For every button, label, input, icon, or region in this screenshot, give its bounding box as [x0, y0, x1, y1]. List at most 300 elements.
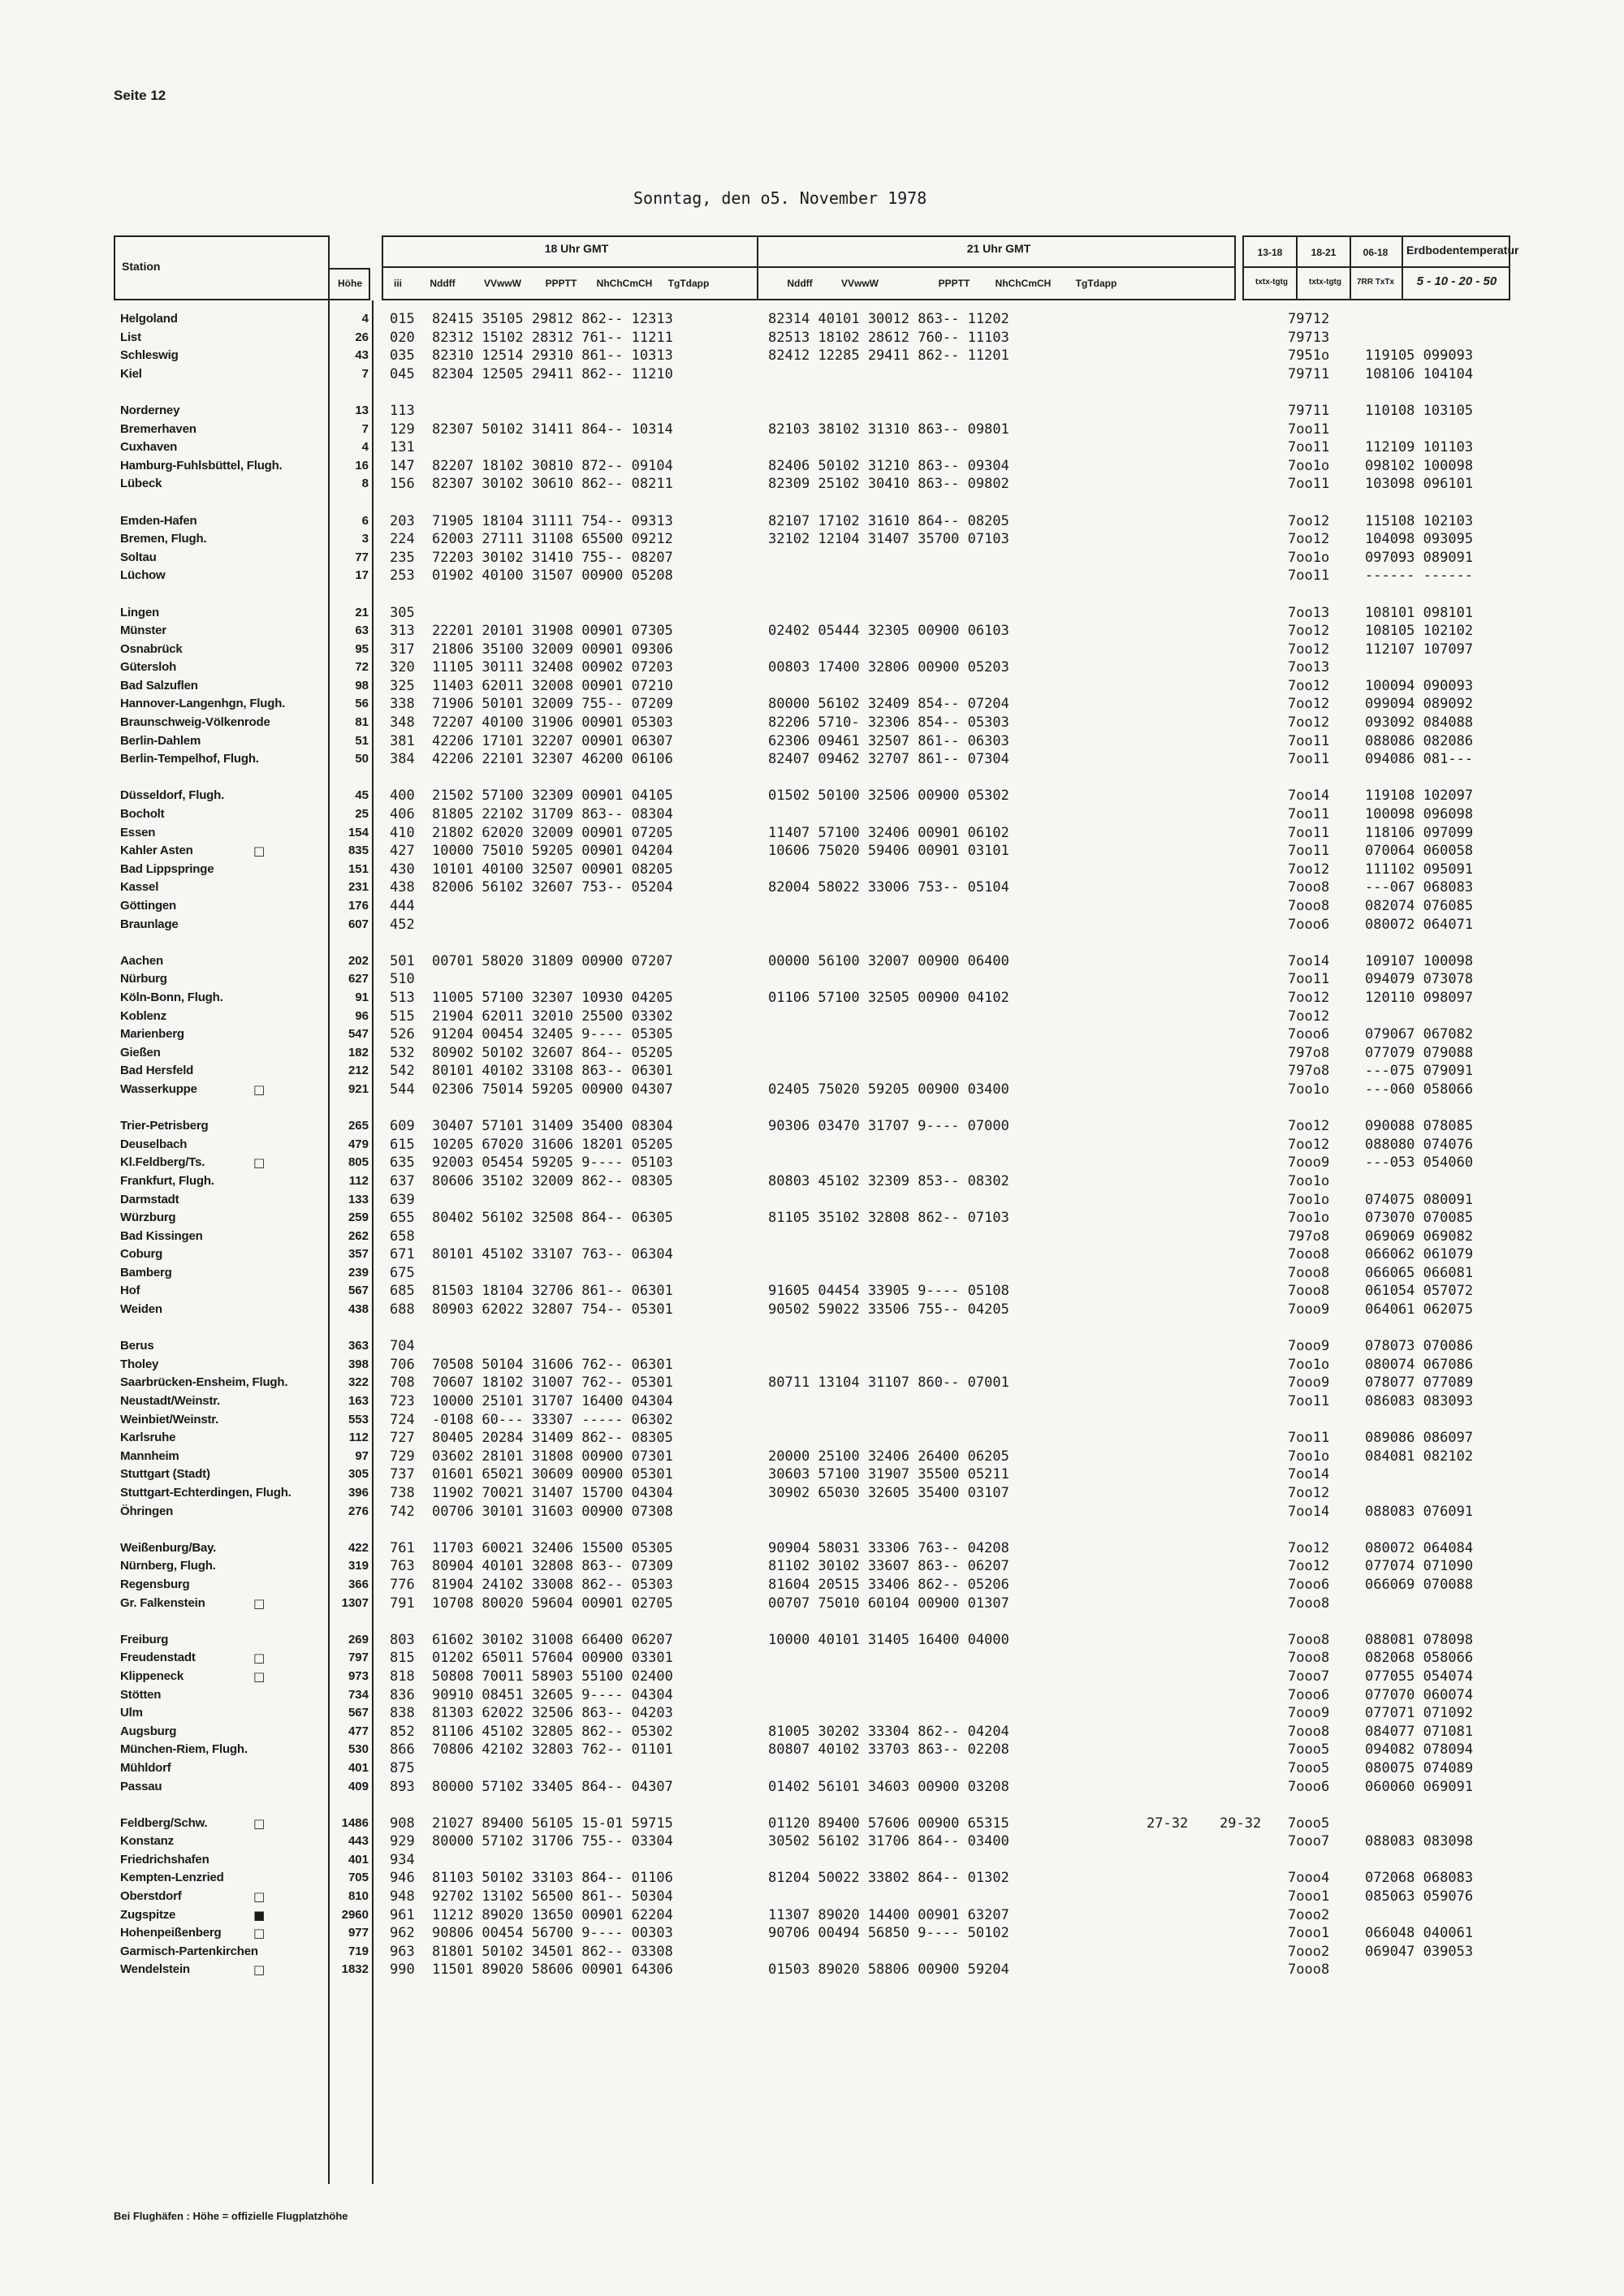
- cell-d18: 92702 13102 56500 861-- 50304: [432, 1888, 673, 1905]
- cell-name: Darmstadt: [120, 1192, 179, 1206]
- station-row: [114, 1356, 1510, 1375]
- cell-name: Cuxhaven: [120, 440, 178, 455]
- row-spacer: [114, 383, 1510, 402]
- cell-cd: 7ooo8: [1288, 1246, 1330, 1263]
- cell-d21: 20000 25100 32406 26400 06205: [768, 1448, 1009, 1465]
- cell-h: 977: [348, 1926, 369, 1940]
- cell-cd: 7ooo7: [1288, 1668, 1330, 1685]
- cell-ii: 723: [390, 1393, 415, 1410]
- cell-name: Norderney: [120, 403, 180, 417]
- station-row: [114, 1081, 1510, 1099]
- cell-cd: 7ooo2: [1288, 1906, 1330, 1923]
- cell-h: 810: [348, 1889, 369, 1904]
- cell-ii: 688: [390, 1301, 415, 1318]
- station-row: [114, 641, 1510, 659]
- cell-name: Bremerhaven: [120, 421, 197, 436]
- header-erdboden: Erdbodentemperatur: [1406, 244, 1519, 257]
- cell-et: 078073 070086: [1365, 1338, 1474, 1355]
- station-row: [114, 878, 1510, 897]
- header-21-col-1: Nddff: [787, 278, 813, 289]
- cell-name: Freiburg: [120, 1632, 169, 1646]
- cell-cd: 7ooo7: [1288, 1833, 1330, 1850]
- cell-d21: 82412 12285 29411 862-- 11201: [768, 347, 1009, 365]
- cell-d18: 30407 57101 31409 35400 08304: [432, 1118, 673, 1135]
- cell-ii: 929: [390, 1833, 415, 1850]
- cell-ii: 655: [390, 1210, 415, 1227]
- header-18-col-2: VVwwW: [483, 278, 521, 289]
- station-row: [114, 897, 1510, 916]
- cell-et: 089086 086097: [1365, 1430, 1474, 1447]
- cell-ii: 224: [390, 531, 415, 548]
- cell-name: Berlin-Tempelhof, Flugh.: [120, 752, 259, 766]
- cell-cd: 7ooo6: [1288, 1686, 1330, 1703]
- cell-ii: 526: [390, 1026, 415, 1043]
- cell-cd: 7oo12: [1288, 1539, 1330, 1556]
- cell-d18: 80402 56102 32508 864-- 06305: [432, 1210, 673, 1227]
- cell-name: Berus: [120, 1339, 154, 1353]
- cell-d18: 70806 42102 32803 762-- 01101: [432, 1741, 673, 1759]
- cell-ii: 156: [390, 476, 415, 493]
- cell-cd: 79711: [1288, 402, 1330, 419]
- station-row: [114, 567, 1510, 585]
- row-spacer: [114, 1612, 1510, 1631]
- cell-et: 077070 060074: [1365, 1686, 1474, 1703]
- cell-h: 479: [348, 1137, 369, 1151]
- cell-et: 069047 039053: [1365, 1943, 1474, 1960]
- cell-ii: 671: [390, 1246, 415, 1263]
- station-row: [114, 402, 1510, 421]
- cell-cd: 7oo13: [1288, 604, 1330, 621]
- cell-h: 97: [355, 1448, 369, 1463]
- cell-cd: 7oo12: [1288, 1136, 1330, 1153]
- cell-ii: 948: [390, 1888, 415, 1905]
- cell-et: 088081 078098: [1365, 1631, 1474, 1648]
- cell-ii: 704: [390, 1338, 415, 1355]
- cell-cd: 79711: [1288, 365, 1330, 382]
- cell-d21: 11407 57100 32406 00901 06102: [768, 824, 1009, 841]
- cell-d21: 00803 17400 32806 00900 05203: [768, 659, 1009, 676]
- cell-d21: 90904 58031 33306 763-- 04208: [768, 1539, 1009, 1556]
- cell-d18: 82307 50102 31411 864-- 10314: [432, 421, 673, 438]
- station-row: [114, 1484, 1510, 1503]
- cell-h: 553: [348, 1412, 369, 1426]
- row-spacer: [114, 1319, 1510, 1338]
- cell-d21: 81005 30202 33304 862-- 04204: [768, 1723, 1009, 1740]
- station-row: [114, 1869, 1510, 1888]
- cell-name: Gr. Falkenstein: [120, 1595, 205, 1610]
- cell-h: 607: [348, 917, 369, 931]
- station-row: [114, 1943, 1510, 1962]
- station-row: [114, 1465, 1510, 1484]
- cell-d18: 01202 65011 57604 00900 03301: [432, 1650, 673, 1667]
- cell-name: Kahler Asten: [120, 844, 193, 858]
- cell-cd: 7ooo8: [1288, 879, 1330, 896]
- cell-name: Wendelstein: [120, 1962, 190, 1977]
- cell-cd: 7oo12: [1288, 696, 1330, 713]
- cell-ii: 962: [390, 1925, 415, 1942]
- station-row: [114, 549, 1510, 568]
- cell-box: □: [253, 1889, 266, 1905]
- cell-name: Gießen: [120, 1045, 161, 1060]
- cell-h: 438: [348, 1302, 369, 1317]
- station-row: [114, 1264, 1510, 1283]
- cell-et: 074075 080091: [1365, 1191, 1474, 1208]
- cell-d18: 62003 27111 31108 65500 09212: [432, 531, 673, 548]
- cell-d21: 82309 25102 30410 863-- 09802: [768, 476, 1009, 493]
- cell-ii: 946: [390, 1870, 415, 1887]
- cell-h: 973: [348, 1668, 369, 1683]
- cell-et: 112109 101103: [1365, 439, 1474, 456]
- cell-d21: 82004 58022 33006 753-- 05104: [768, 879, 1009, 896]
- cell-cd: 7951o: [1288, 347, 1330, 365]
- cell-et: 088083 076091: [1365, 1503, 1474, 1520]
- cell-cd: 7oo12: [1288, 677, 1330, 694]
- station-row: [114, 1832, 1510, 1851]
- cell-name: Lingen: [120, 605, 159, 619]
- cell-ii: 501: [390, 952, 415, 969]
- cell-h: 98: [355, 678, 369, 693]
- station-row: [114, 1282, 1510, 1301]
- cell-h: 305: [348, 1467, 369, 1482]
- cell-h: 50: [355, 752, 369, 766]
- station-row: [114, 310, 1510, 329]
- cell-name: Bad Kissingen: [120, 1228, 203, 1243]
- cell-et: 097093 089091: [1365, 549, 1474, 566]
- cell-ii: 706: [390, 1356, 415, 1373]
- cell-d18: 50808 70011 58903 55100 02400: [432, 1668, 673, 1685]
- cell-et: 094086 081---: [1365, 751, 1474, 768]
- data-table: [114, 235, 1519, 2184]
- cell-ii: 791: [390, 1595, 415, 1612]
- cell-h: 805: [348, 1155, 369, 1170]
- cell-ii: 325: [390, 677, 415, 694]
- cell-h: 95: [355, 641, 369, 656]
- cell-ii: 020: [390, 329, 415, 346]
- cell-h: 401: [348, 1760, 369, 1775]
- footnote: Bei Flughäfen : Höhe = offizielle Flugplatzhöhe: [114, 2210, 348, 2222]
- cell-d21: 10606 75020 59406 00901 03101: [768, 843, 1009, 860]
- cell-name: Frankfurt, Flugh.: [120, 1173, 214, 1188]
- cell-et: 073070 070085: [1365, 1210, 1474, 1227]
- cell-h: 567: [348, 1284, 369, 1298]
- cell-d18: 10708 80020 59604 00901 02705: [432, 1595, 673, 1612]
- station-row: [114, 1337, 1510, 1356]
- cell-cd: 7ooo8: [1288, 898, 1330, 914]
- cell-d18: 82415 35105 29812 862-- 12313: [432, 311, 673, 327]
- station-row: [114, 1649, 1510, 1668]
- cell-h: 112: [348, 1173, 369, 1188]
- cell-cd: 7oo11: [1288, 476, 1330, 493]
- cell-h: 51: [355, 733, 369, 748]
- cell-et: 099094 089092: [1365, 696, 1474, 713]
- cell-cd: 7oo12: [1288, 861, 1330, 878]
- cell-d21: 81105 35102 32808 862-- 07103: [768, 1210, 1009, 1227]
- cell-name: Regensburg: [120, 1577, 190, 1591]
- cell-cd: 7ooo2: [1288, 1943, 1330, 1960]
- cell-h: 163: [348, 1394, 369, 1409]
- station-row: [114, 1044, 1510, 1063]
- cell-cd: 7ooo9: [1288, 1705, 1330, 1722]
- cell-ii: 438: [390, 879, 415, 896]
- cell-d18: 80903 62022 32807 754-- 05301: [432, 1301, 673, 1318]
- header-21-col-4: NhChCmCH: [995, 278, 1052, 289]
- header-18-col-1: Nddff: [430, 278, 456, 289]
- cell-d18: 11105 30111 32408 00902 07203: [432, 659, 673, 676]
- station-row: [114, 1704, 1510, 1723]
- header-erdboden-sub: 5 - 10 - 20 - 50: [1416, 274, 1497, 288]
- cell-ii: 761: [390, 1539, 415, 1556]
- cell-cd: 7oo1o: [1288, 1448, 1330, 1465]
- cell-ii: 384: [390, 751, 415, 768]
- cell-name: Schleswig: [120, 348, 179, 363]
- cell-cd: 7oo1o: [1288, 1172, 1330, 1189]
- header-18-col-5: TgTdapp: [667, 278, 710, 289]
- cell-cd: 7ooo8: [1288, 1723, 1330, 1740]
- cell-et: 078077 077089: [1365, 1375, 1474, 1392]
- cell-cd: 797o8: [1288, 1228, 1330, 1245]
- cell-h: 56: [355, 697, 369, 711]
- cell-ii: 838: [390, 1705, 415, 1722]
- cell-name: Düsseldorf, Flugh.: [120, 788, 225, 803]
- cell-d21: 01106 57100 32505 00900 04102: [768, 989, 1009, 1006]
- cell-cd: 7oo12: [1288, 989, 1330, 1006]
- cell-ii: 317: [390, 641, 415, 658]
- cell-d21: 11307 89020 14400 00901 63207: [768, 1906, 1009, 1923]
- cell-et: 080075 074089: [1365, 1759, 1474, 1776]
- cell-d21: 80803 45102 32309 853-- 08302: [768, 1172, 1009, 1189]
- cell-h: 276: [348, 1504, 369, 1518]
- cell-d21: 62306 09461 32507 861-- 06303: [768, 732, 1009, 749]
- cell-name: Stuttgart-Echterdingen, Flugh.: [120, 1486, 292, 1500]
- cell-h: 921: [348, 1081, 369, 1096]
- cell-h: 21: [355, 605, 369, 619]
- station-row: [114, 1503, 1510, 1521]
- cell-ii: 961: [390, 1906, 415, 1923]
- cell-ex1: 27-32: [1147, 1815, 1189, 1832]
- cell-box: □: [253, 1962, 266, 1978]
- cell-name: Saarbrücken-Ensheim, Flugh.: [120, 1375, 288, 1390]
- cell-name: Gütersloh: [120, 660, 177, 675]
- cell-cd: 7oo11: [1288, 971, 1330, 988]
- station-row: [114, 714, 1510, 732]
- cell-d18: -0108 60--- 33307 ----- 06302: [432, 1411, 673, 1428]
- cell-et: 066048 040061: [1365, 1925, 1474, 1942]
- cell-et: 084081 082102: [1365, 1448, 1474, 1465]
- cell-h: 151: [348, 861, 369, 876]
- cell-d21: 82206 5710- 32306 854-- 05303: [768, 714, 1009, 732]
- station-row: [114, 1723, 1510, 1741]
- cell-box: □: [253, 844, 266, 859]
- cell-name: List: [120, 330, 141, 344]
- page-title: Sonntag, den o5. November 1978: [633, 188, 927, 208]
- cell-box: □: [253, 1815, 266, 1831]
- cell-h: 154: [348, 825, 369, 839]
- cell-et: 093092 084088: [1365, 714, 1474, 732]
- station-row: [114, 970, 1510, 989]
- cell-et: 077071 071092: [1365, 1705, 1474, 1722]
- cell-d21: 82107 17102 31610 864-- 08205: [768, 512, 1009, 529]
- cell-h: 81: [355, 715, 369, 730]
- cell-d18: 90910 08451 32605 9---- 04304: [432, 1686, 673, 1703]
- cell-d21: 32102 12104 31407 35700 07103: [768, 531, 1009, 548]
- cell-ii: 015: [390, 311, 415, 327]
- page-label: Seite 12: [114, 88, 166, 103]
- cell-cd: 7ooo8: [1288, 1962, 1330, 1979]
- cell-name: Aachen: [120, 953, 163, 968]
- cell-d18: 21802 62020 32009 00901 07205: [432, 824, 673, 841]
- station-row: [114, 1759, 1510, 1778]
- cell-ii: 729: [390, 1448, 415, 1465]
- cell-d21: 10000 40101 31405 16400 04000: [768, 1631, 1009, 1648]
- cell-d18: 81103 50102 33103 864-- 01106: [432, 1870, 673, 1887]
- cell-h: 396: [348, 1486, 369, 1500]
- cell-d18: 72203 30102 31410 755-- 08207: [432, 549, 673, 566]
- cell-h: 567: [348, 1706, 369, 1720]
- cell-et: 070064 060058: [1365, 843, 1474, 860]
- cell-et: ------ ------: [1365, 568, 1474, 585]
- cell-name: Bad Hersfeld: [120, 1064, 194, 1078]
- cell-ii: 113: [390, 402, 415, 419]
- cell-cd: 7ooo8: [1288, 1595, 1330, 1612]
- cell-h: 25: [355, 807, 369, 822]
- station-row: [114, 1209, 1510, 1228]
- cell-cd: 7oo11: [1288, 421, 1330, 438]
- cell-cd: 7oo12: [1288, 531, 1330, 548]
- cell-ii: 908: [390, 1815, 415, 1832]
- header-21-col-2: VVwwW: [840, 278, 879, 289]
- cell-et: 094079 073078: [1365, 971, 1474, 988]
- cell-name: Lüchow: [120, 568, 166, 583]
- cell-d18: 10205 67020 31606 18201 05205: [432, 1136, 673, 1153]
- cell-h: 357: [348, 1247, 369, 1262]
- cell-cd: 7oo1o: [1288, 549, 1330, 566]
- cell-et: 094082 078094: [1365, 1741, 1474, 1759]
- cell-cd: 7oo12: [1288, 1008, 1330, 1025]
- cell-et: 077079 079088: [1365, 1044, 1474, 1061]
- cell-h: 422: [348, 1540, 369, 1555]
- cell-name: Nürburg: [120, 972, 167, 986]
- row-spacer: [114, 1521, 1510, 1539]
- cell-d18: 82307 30102 30610 862-- 08211: [432, 476, 673, 493]
- cell-et: ---067 068083: [1365, 879, 1474, 896]
- header-18-col-4: NhChCmCH: [596, 278, 653, 289]
- cell-d18: 81303 62022 32506 863-- 04203: [432, 1705, 673, 1722]
- cell-d18: 81805 22102 31709 863-- 08304: [432, 806, 673, 823]
- cell-name: Weinbiet/Weinstr.: [120, 1412, 219, 1426]
- cell-d21: 01120 89400 57606 00900 65315: [768, 1815, 1009, 1832]
- station-rows: [114, 310, 1510, 1979]
- cell-et: 119108 102097: [1365, 788, 1474, 805]
- station-row: [114, 1025, 1510, 1044]
- station-row: [114, 1136, 1510, 1154]
- cell-box: ■: [253, 1907, 266, 1923]
- cell-name: Braunschweig-Völkenrode: [120, 715, 270, 730]
- cell-h: 259: [348, 1211, 369, 1225]
- cell-cd: 7oo1o: [1288, 1356, 1330, 1373]
- cell-cd: 7ooo1: [1288, 1925, 1330, 1942]
- station-row: [114, 1245, 1510, 1264]
- cell-et: 060060 069091: [1365, 1778, 1474, 1795]
- station-row: [114, 329, 1510, 347]
- cell-ii: 727: [390, 1430, 415, 1447]
- station-row: [114, 1961, 1510, 1979]
- cell-d21: 80000 56102 32409 854-- 07204: [768, 696, 1009, 713]
- cell-et: 085063 059076: [1365, 1888, 1474, 1905]
- cell-name: Passau: [120, 1779, 162, 1793]
- cell-d21: 30502 56102 31706 864-- 03400: [768, 1833, 1009, 1850]
- cell-h: 16: [355, 458, 369, 473]
- cell-h: 2960: [341, 1907, 369, 1922]
- row-spacer: [114, 769, 1510, 788]
- cell-h: 26: [355, 330, 369, 344]
- cell-et: 103098 096101: [1365, 476, 1474, 493]
- station-row: [114, 475, 1510, 494]
- cell-d18: 11902 70021 31407 15700 04304: [432, 1485, 673, 1501]
- cell-et: 088086 082086: [1365, 732, 1474, 749]
- cell-ii: 235: [390, 549, 415, 566]
- station-row: [114, 421, 1510, 439]
- cell-ii: 875: [390, 1759, 415, 1776]
- cell-cd: 7ooo9: [1288, 1338, 1330, 1355]
- cell-cd: 7ooo6: [1288, 1576, 1330, 1593]
- cell-d18: 42206 17101 32207 00901 06307: [432, 732, 673, 749]
- cell-ii: 866: [390, 1741, 415, 1759]
- cell-d21: 81204 50022 33802 864-- 01302: [768, 1870, 1009, 1887]
- cell-cd: 7ooo8: [1288, 1283, 1330, 1300]
- station-row: [114, 805, 1510, 824]
- cell-name: Friedrichshafen: [120, 1852, 209, 1867]
- cell-h: 133: [348, 1192, 369, 1206]
- cell-ii: 045: [390, 365, 415, 382]
- station-row: [114, 1392, 1510, 1411]
- station-row: [114, 1741, 1510, 1759]
- cell-cd: 7ooo9: [1288, 1301, 1330, 1318]
- cell-ii: 131: [390, 439, 415, 456]
- cell-h: 401: [348, 1852, 369, 1867]
- cell-ii: 400: [390, 788, 415, 805]
- cell-name: Bad Lippspringe: [120, 861, 214, 876]
- cell-ii: 675: [390, 1264, 415, 1281]
- cell-h: 319: [348, 1559, 369, 1573]
- cell-d18: 11212 89020 13650 00901 62204: [432, 1906, 673, 1923]
- cell-cd: 7oo14: [1288, 788, 1330, 805]
- cell-cd: 797o8: [1288, 1063, 1330, 1080]
- cell-et: 111102 095091: [1365, 861, 1474, 878]
- cell-name: Hannover-Langenhgn, Flugh.: [120, 697, 286, 711]
- cell-et: 082074 076085: [1365, 898, 1474, 914]
- cell-ex2: 29-32: [1220, 1815, 1262, 1832]
- cell-ii: 203: [390, 512, 415, 529]
- station-row: [114, 1301, 1510, 1319]
- cell-d21: 91605 04454 33905 9---- 05108: [768, 1283, 1009, 1300]
- cell-h: 4: [361, 440, 369, 455]
- cell-name: Emden-Hafen: [120, 513, 197, 528]
- cell-h: 322: [348, 1375, 369, 1390]
- cell-et: 109107 100098: [1365, 952, 1474, 969]
- station-row: [114, 530, 1510, 549]
- cell-et: 115108 102103: [1365, 512, 1474, 529]
- cell-name: Marienberg: [120, 1027, 184, 1042]
- cell-d18: 00706 30101 31603 00900 07308: [432, 1503, 673, 1520]
- station-row: [114, 1008, 1510, 1026]
- cell-ii: 035: [390, 347, 415, 365]
- cell-et: 080072 064071: [1365, 916, 1474, 933]
- station-row: [114, 1576, 1510, 1595]
- cell-d21: 82314 40101 30012 863-- 11202: [768, 311, 1009, 327]
- cell-ii: 320: [390, 659, 415, 676]
- cell-h: 96: [355, 1008, 369, 1023]
- cell-d21: 90306 03470 31707 9---- 07000: [768, 1118, 1009, 1135]
